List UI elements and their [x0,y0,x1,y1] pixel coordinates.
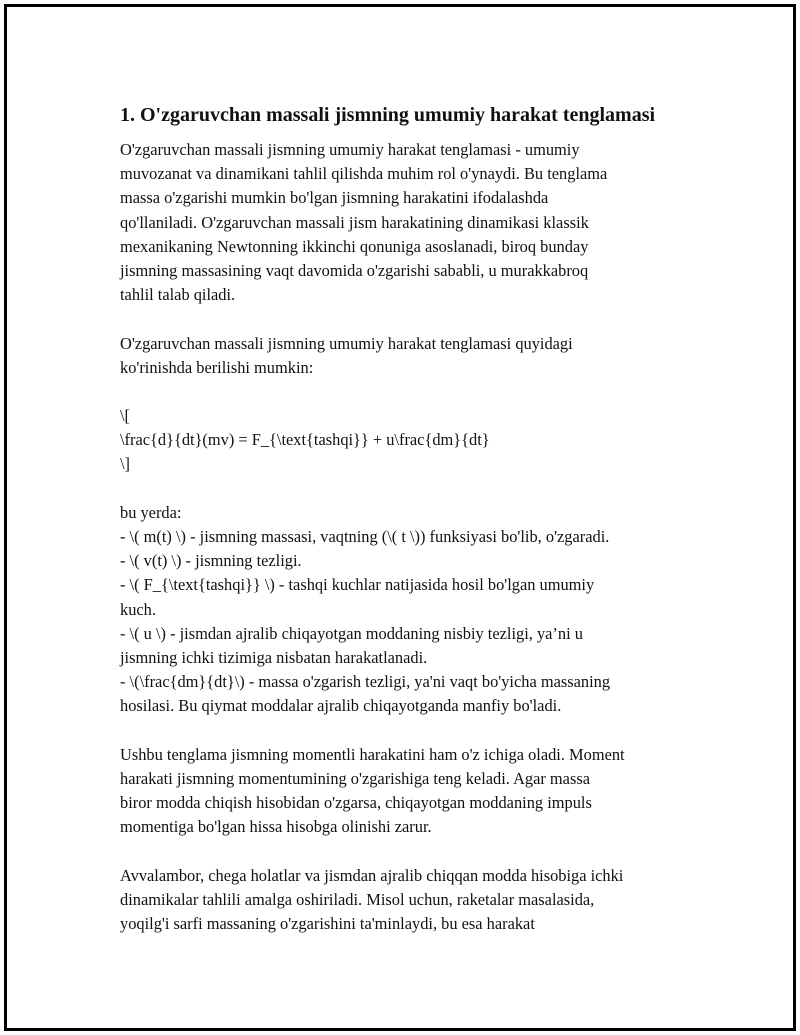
page-frame [4,4,796,1031]
paragraph-moment [120,743,700,840]
definition-item: - \( m(t) \) - jismning massasi, vaqtning (\( t \)) funksiyasi bo'lib, o'zgaradi. [120,527,610,546]
formula-line: \frac{d}{dt}(mv) = F_{\text{tashqi}} + u\frac{dm}{dt} [120,430,490,450]
definitions-list [120,501,700,719]
text-line: biror modda chiqish hisobidan o'zgarsa, chiqayotgan moddaning impuls [120,793,592,813]
formula-block [120,404,700,477]
definition-item: - \(\frac{dm}{dt}\) - massa o'zgarish tezligi, ya'ni vaqt bo'yicha massaning [120,672,611,692]
text-line: dinamikalar tahlili amalga oshiriladi. Misol uchun, raketalar masalasida, [120,889,595,909]
text-line: harakati jismning momentumining o'zgarishiga teng keladi. Agar massa [120,768,590,788]
text-line: Avvalambor, chega holatlar va jismdan ajralib chiqqan modda hisobiga ichki [120,865,624,885]
text-line: tahlil talab qiladi. [120,285,236,305]
definition-item: - \( F_{\text{tashqi}} \) - tashqi kuchlar natijasida hosil bo'lgan umumiy [120,575,595,595]
paragraph-rockets [120,864,700,937]
paragraph-formula-intro [120,332,700,380]
paragraph-gap [120,719,700,743]
text-line: jismning ichki tizimiga nisbatan harakatlanadi. [120,647,428,667]
definition-item: - \( u \) - jismdan ajralib chiqayotgan moddaning nisbiy tezligi, ya’ni u [120,623,583,643]
definition-item: - \( v(t) \) - jismning tezligi. [120,551,302,571]
text-line: muvozanat va dinamikani tahlil qilishda muhim rol o'ynaydi. Bu tenglama [120,164,608,184]
paragraph-gap [120,380,700,404]
text-line: Ushbu tenglama jismning momentli harakatini ham o'z ichiga oladi. Moment [120,744,625,764]
paragraph-gap [120,307,700,331]
text-line: ko'rinishda berilishi mumkin: [120,357,314,377]
section-heading: 1. O'zgaruvchan massali jismning umumiy harakat tenglamasi [120,104,656,126]
text-line: yoqilg'i sarfi massaning o'zgarishini ta'minlaydi, bu esa harakat [120,914,535,933]
text-line: kuch. [120,599,156,619]
text-line: bu yerda: [120,502,182,522]
text-line: qo'llaniladi. O'zgaruvchan massali jism harakatining dinamikasi klassik [120,212,589,232]
paragraph-gap [120,839,700,863]
text-line: O'zgaruvchan massali jismning umumiy harakat tenglamasi - umumiy [120,140,580,159]
text-line: jismning massasining vaqt davomida o'zgarishi sababli, u murakkabroq [120,260,589,280]
text-line: hosilasi. Bu qiymat moddalar ajralib chiqayotganda manfiy bo'ladi. [120,696,562,716]
text-line: mexanikaning Newtonning ikkinchi qonuniga asoslanadi, biroq bunday [120,236,589,256]
formula-line: \] [120,454,131,474]
document-body [120,102,700,936]
paragraph-intro [120,138,700,307]
formula-line: \[ [120,406,131,426]
paragraph-gap [120,477,700,501]
text-line: momentiga bo'lgan hissa hisobga olinishi zarur. [120,817,432,837]
text-line: massa o'zgarishi mumkin bo'lgan jismning harakatini ifodalashda [120,188,549,208]
text-line: O'zgaruvchan massali jismning umumiy harakat tenglamasi quyidagi [120,333,573,353]
